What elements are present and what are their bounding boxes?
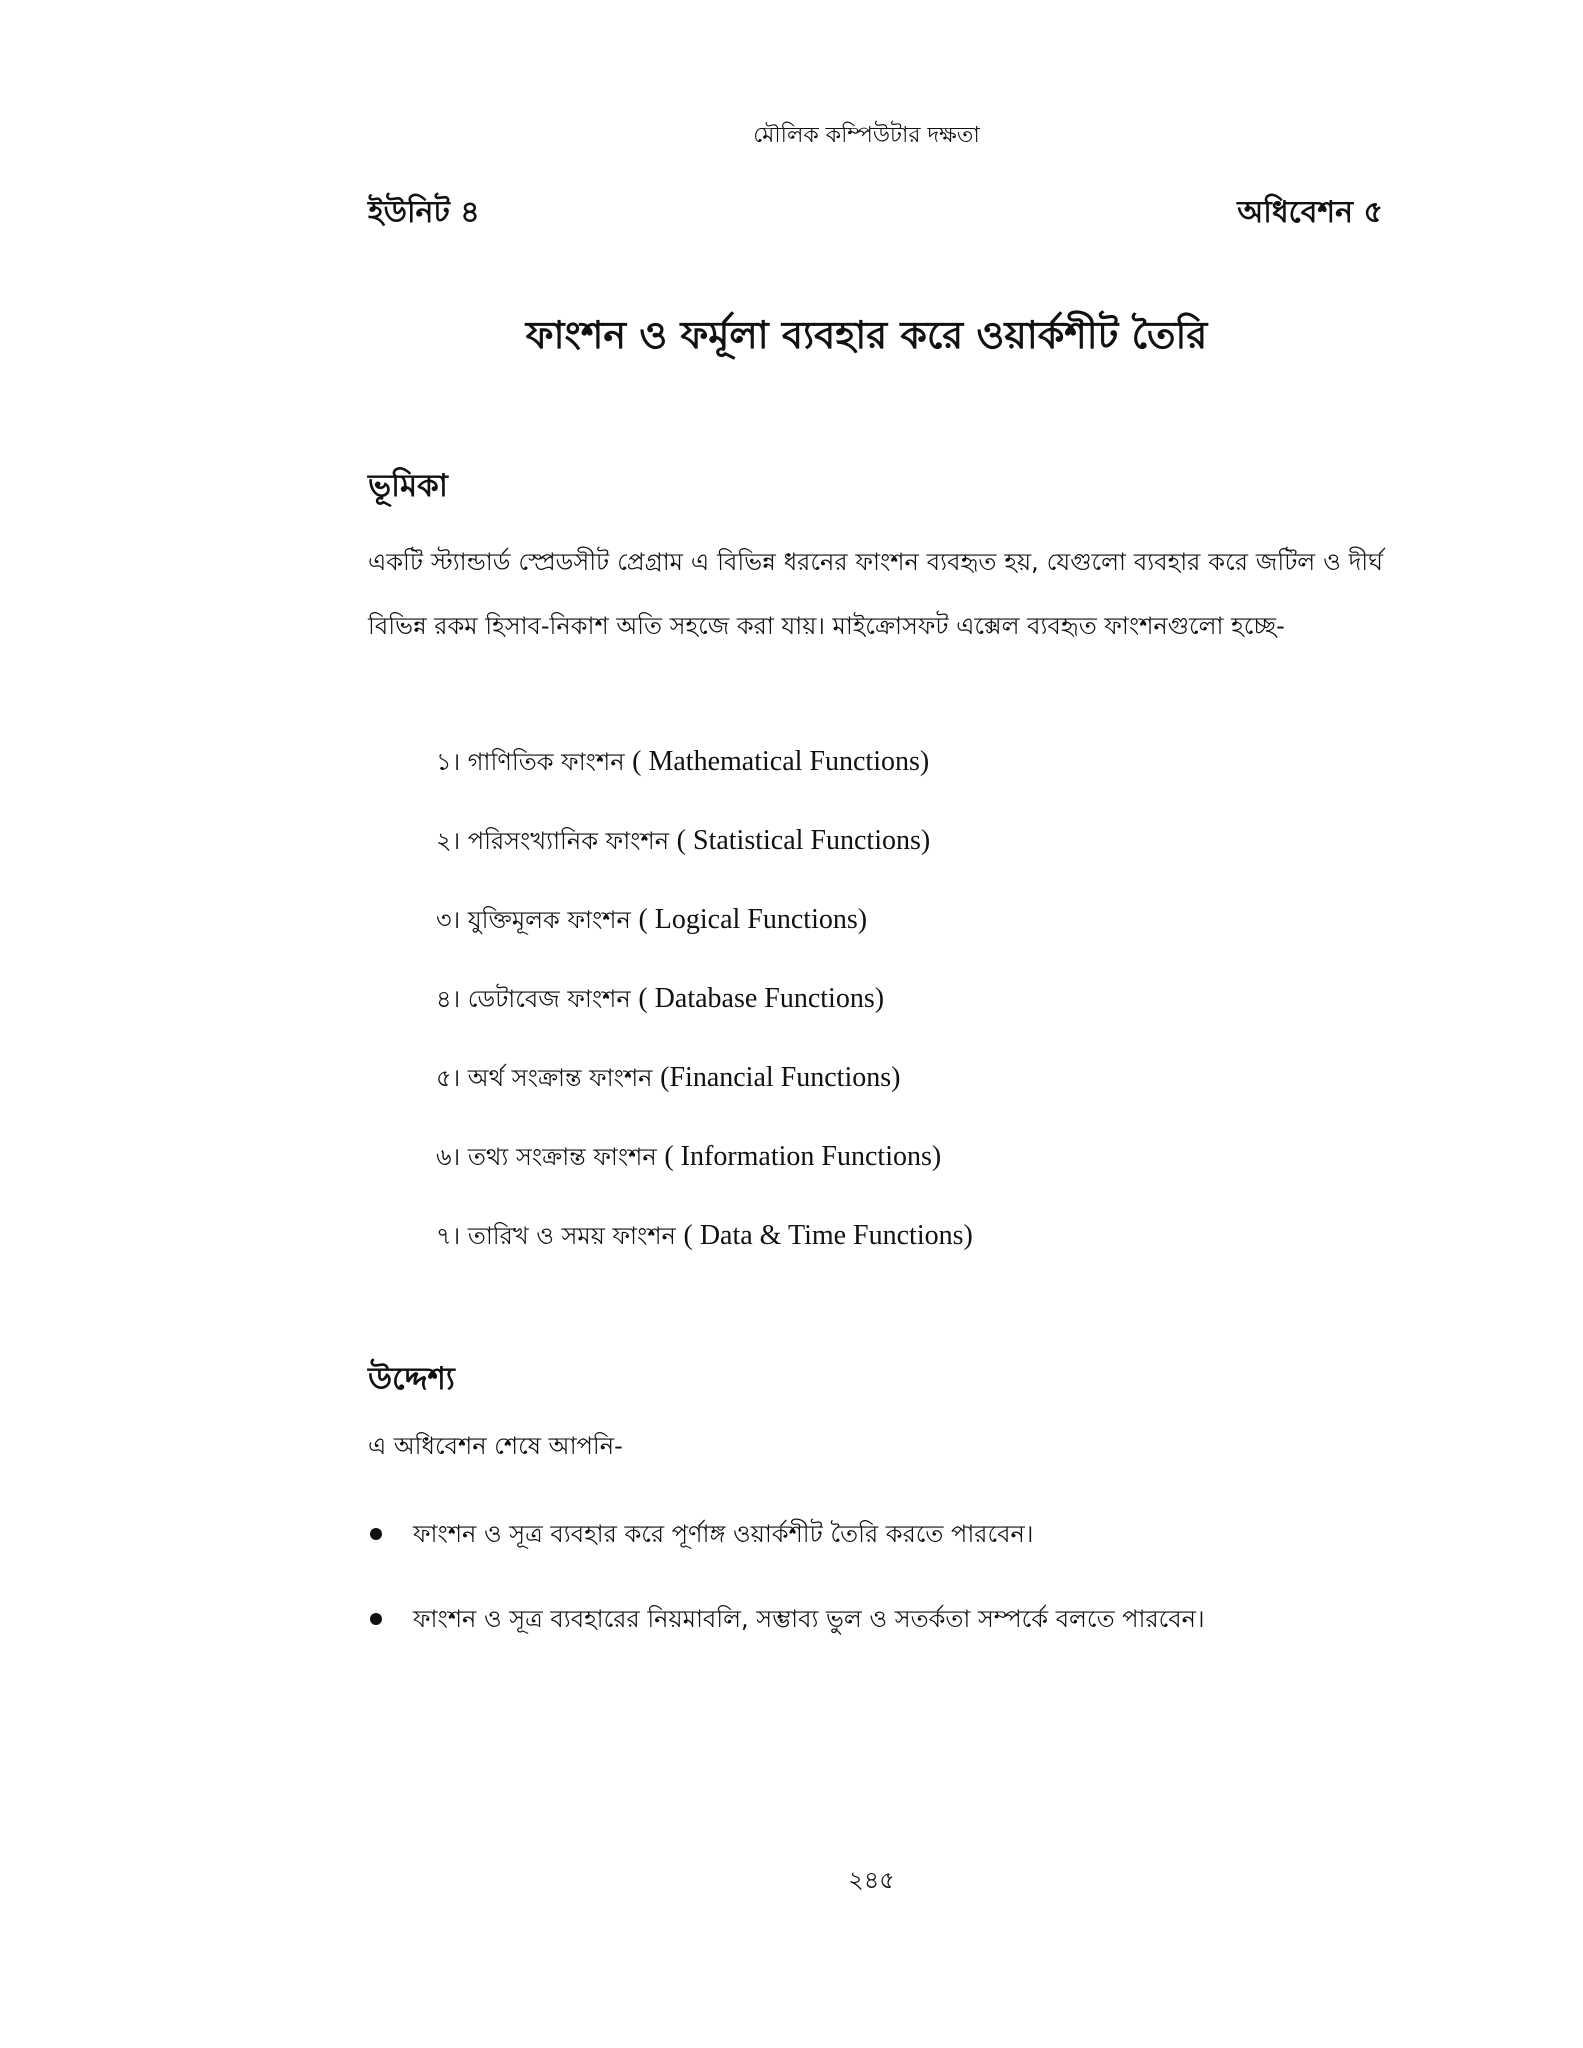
unit-label: ইউনিট ৪ <box>368 195 480 230</box>
bullet-icon <box>370 1528 382 1540</box>
list-item-number: ৩। <box>436 906 461 934</box>
objective-heading: উদ্দেশ্য <box>368 1361 455 1397</box>
list-item-number: ২। <box>436 827 461 855</box>
list-item-en: ( Mathematical Functions) <box>632 746 930 777</box>
list-item-number: ১। <box>436 748 461 776</box>
list-item <box>436 1212 973 1291</box>
list-item-bn: গাণিতিক ফাংশন <box>467 748 625 776</box>
session-label: অধিবেশন ৫ <box>1237 195 1383 230</box>
list-item-number: ৬। <box>436 1143 461 1171</box>
list-item-number: ৫। <box>436 1064 461 1092</box>
list-item-en: ( Logical Functions) <box>638 904 868 935</box>
list-item-number: ৪। <box>436 985 461 1013</box>
list-item <box>436 1054 973 1133</box>
list-item <box>436 738 973 817</box>
page-number: ২৪৫ <box>848 1866 895 1894</box>
function-list <box>436 738 973 1291</box>
list-item-en: ( Statistical Functions) <box>676 825 931 856</box>
list-item <box>436 896 973 975</box>
list-item-bn: অর্থ সংক্রান্ত ফাংশন <box>467 1064 653 1092</box>
objective-item-text: ফাংশন ও সূত্র ব্যবহারের নিয়মাবলি, সম্ভাব্য ভুল ও সতর্কতা সম্পর্কে বলতে পারবেন। <box>413 1605 1205 1633</box>
intro-heading: ভূমিকা <box>368 468 448 504</box>
list-item-en: ( Information Functions) <box>664 1141 942 1172</box>
objective-item <box>368 1510 1205 1595</box>
list-item-en: ( Database Functions) <box>638 983 885 1014</box>
objective-lead: এ অধিবেশন শেষে আপনি- <box>368 1432 623 1460</box>
list-item-bn: যুক্তিমূলক ফাংশন <box>467 906 631 934</box>
list-item-bn: তারিখ ও সময় ফাংশন <box>467 1222 676 1250</box>
list-item-number: ৭। <box>436 1222 461 1250</box>
page-title: ফাংশন ও ফর্মূলা ব্যবহার করে ওয়ার্কশীট তৈরি <box>525 313 1208 357</box>
list-item <box>436 1133 973 1212</box>
list-item-bn: ডেটাবেজ ফাংশন <box>467 985 631 1013</box>
list-item <box>436 975 973 1054</box>
list-item-en: (Financial Functions) <box>660 1062 901 1093</box>
objective-list <box>368 1510 1205 1680</box>
objective-item <box>368 1595 1205 1680</box>
running-header: মৌলিক কম্পিউটার দক্ষতা <box>753 123 980 148</box>
list-item-en: ( Data & Time Functions) <box>683 1220 973 1251</box>
intro-paragraph: একটি স্ট্যান্ডার্ড স্প্রেডসীট প্রেগ্রাম এ বিভিন্ন ধরনের ফাংশন ব্যবহৃত হয়, যেগুলো ব্যবহার করে জটিল ও দীর্ঘ বিভিন্ন রকম হিসাব-নিকাশ অতি সহজে করা যায়। মাইক্রোসফট এক্সেল ব্যবহৃত ফাংশনগুলো হচ্ছে- <box>368 548 1383 640</box>
list-item <box>436 817 973 896</box>
list-item-bn: পরিসংখ্যানিক ফাংশন <box>467 827 670 855</box>
objective-item-text: ফাংশন ও সূত্র ব্যবহার করে পূর্ণাঙ্গ ওয়ার্কশীট তৈরি করতে পারবেন। <box>413 1520 1034 1548</box>
bullet-icon <box>370 1613 382 1625</box>
list-item-bn: তথ্য সংক্রান্ত ফাংশন <box>467 1143 657 1171</box>
